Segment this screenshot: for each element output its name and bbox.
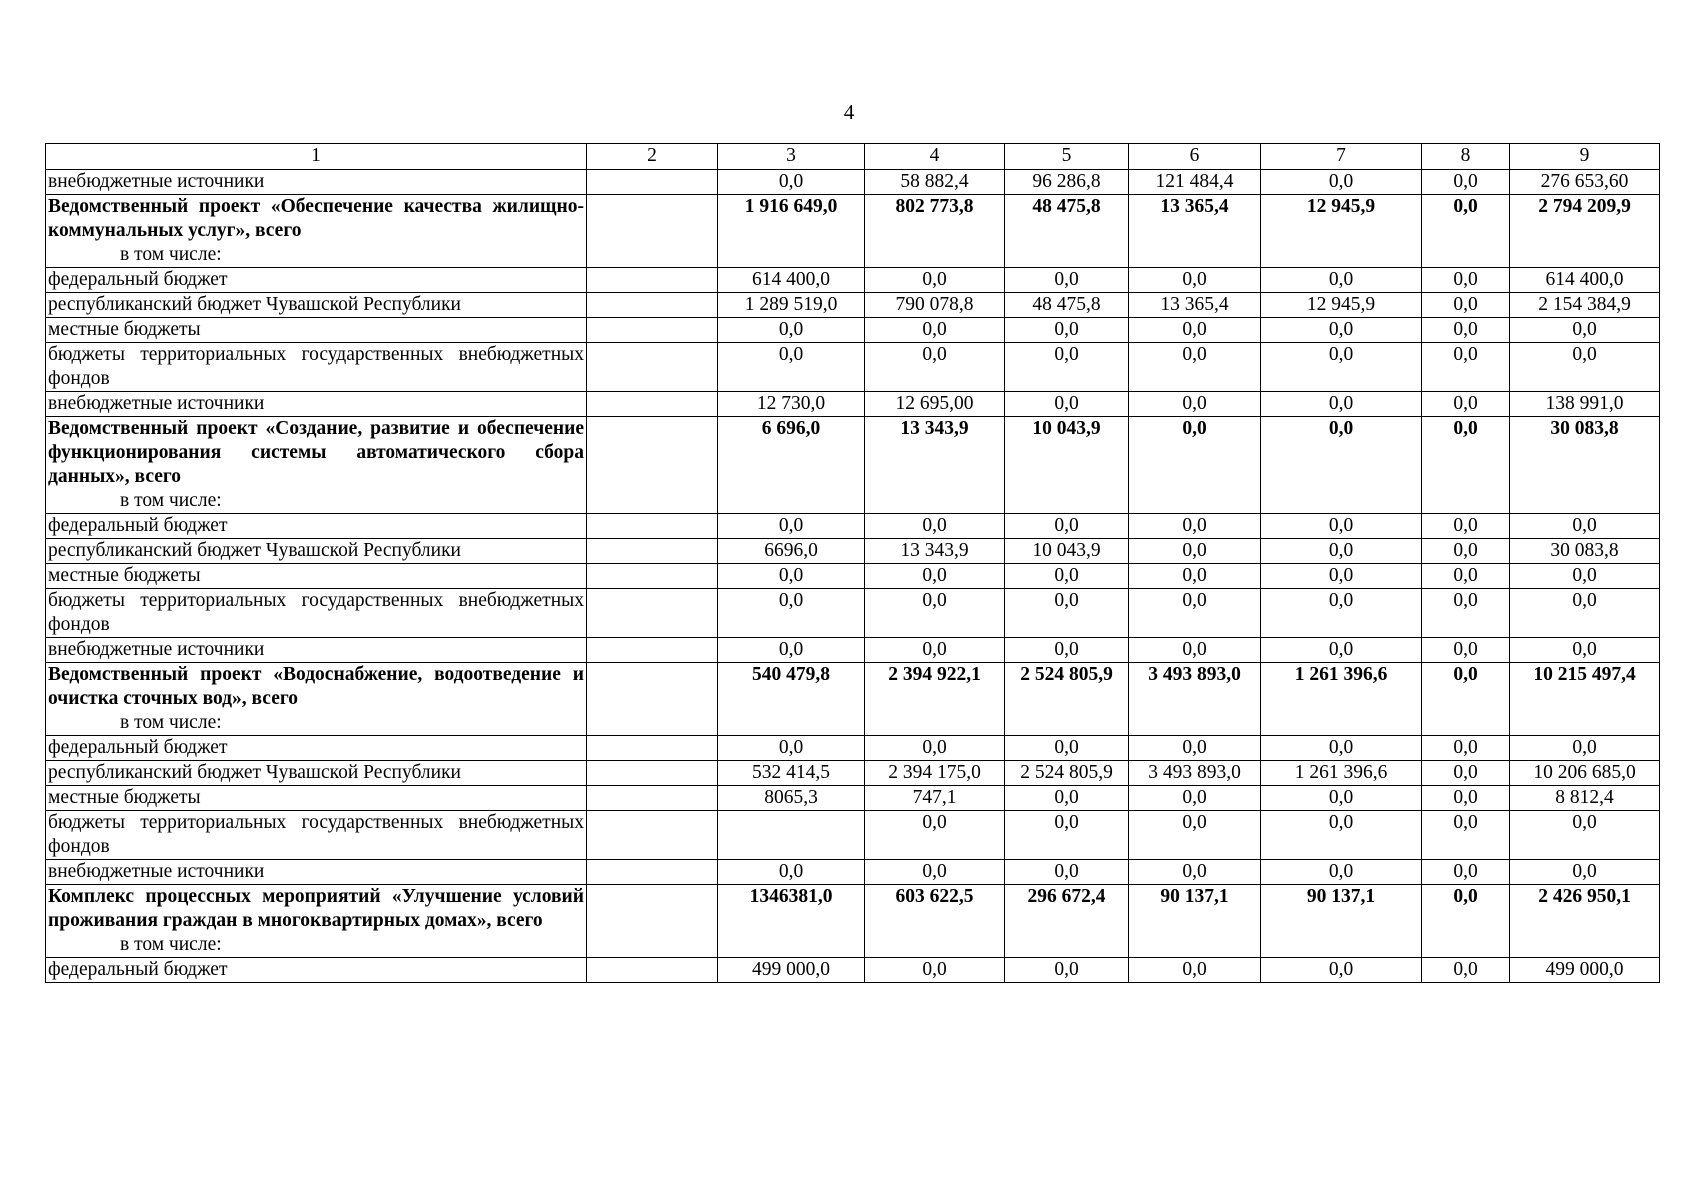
value-cell: 0,0 bbox=[1261, 318, 1422, 343]
project-total-row bbox=[46, 663, 1660, 736]
value-cell: 0,0 bbox=[1005, 860, 1129, 885]
table-row bbox=[46, 811, 1660, 860]
value-cell: 0,0 bbox=[1129, 318, 1261, 343]
column-header: 1 bbox=[46, 144, 587, 170]
project-total-row bbox=[46, 417, 1660, 514]
empty-cell bbox=[587, 170, 718, 195]
row-label-cell bbox=[46, 539, 587, 564]
empty-cell bbox=[587, 343, 718, 392]
value-cell: 0,0 bbox=[1005, 318, 1129, 343]
value-cell: 532 414,5 bbox=[718, 761, 865, 786]
value-cell: 10 043,9 bbox=[1005, 539, 1129, 564]
value-cell: 10 043,9 bbox=[1005, 417, 1129, 514]
value-cell: 1 916 649,0 bbox=[718, 195, 865, 268]
value-cell: 0,0 bbox=[1261, 811, 1422, 860]
row-label-cell bbox=[46, 268, 587, 293]
row-sublabel: в том числе: bbox=[120, 934, 222, 955]
value-cell: 0,0 bbox=[1422, 514, 1510, 539]
row-label: местные бюджеты bbox=[48, 565, 201, 586]
row-label: федеральный бюджет bbox=[48, 959, 228, 980]
value-cell: 12 945,9 bbox=[1261, 293, 1422, 318]
column-header: 3 bbox=[718, 144, 865, 170]
table-row bbox=[46, 638, 1660, 663]
table-row bbox=[46, 293, 1660, 318]
value-cell: 0,0 bbox=[1422, 638, 1510, 663]
value-cell: 0,0 bbox=[1129, 539, 1261, 564]
row-label: бюджеты территориальных государственных внебюджетных фондов bbox=[48, 590, 584, 635]
value-cell: 0,0 bbox=[1261, 958, 1422, 983]
value-cell: 0,0 bbox=[1261, 736, 1422, 761]
row-label-cell bbox=[46, 885, 587, 958]
value-cell: 0,0 bbox=[718, 860, 865, 885]
table-row bbox=[46, 589, 1660, 638]
value-cell: 0,0 bbox=[1005, 638, 1129, 663]
value-cell: 0,0 bbox=[865, 318, 1005, 343]
row-label-cell bbox=[46, 736, 587, 761]
value-cell: 0,0 bbox=[1129, 786, 1261, 811]
value-cell: 90 137,1 bbox=[1261, 885, 1422, 958]
table-row bbox=[46, 268, 1660, 293]
table-row bbox=[46, 761, 1660, 786]
value-cell: 0,0 bbox=[1005, 268, 1129, 293]
value-cell: 0,0 bbox=[865, 811, 1005, 860]
value-cell: 13 343,9 bbox=[865, 417, 1005, 514]
table-row bbox=[46, 318, 1660, 343]
empty-cell bbox=[587, 392, 718, 417]
row-label-cell bbox=[46, 663, 587, 736]
value-cell: 0,0 bbox=[1422, 195, 1510, 268]
value-cell: 8 812,4 bbox=[1510, 786, 1660, 811]
value-cell: 0,0 bbox=[1510, 811, 1660, 860]
value-cell: 0,0 bbox=[1129, 958, 1261, 983]
value-cell: 0,0 bbox=[1422, 736, 1510, 761]
value-cell: 0,0 bbox=[1129, 392, 1261, 417]
value-cell: 0,0 bbox=[1005, 392, 1129, 417]
value-cell: 0,0 bbox=[718, 736, 865, 761]
column-header: 5 bbox=[1005, 144, 1129, 170]
empty-cell bbox=[587, 860, 718, 885]
table-row bbox=[46, 786, 1660, 811]
value-cell: 0,0 bbox=[865, 343, 1005, 392]
column-header: 8 bbox=[1422, 144, 1510, 170]
value-cell: 0,0 bbox=[1422, 293, 1510, 318]
value-cell: 0,0 bbox=[1005, 514, 1129, 539]
row-label: федеральный бюджет bbox=[48, 515, 228, 536]
empty-cell bbox=[587, 268, 718, 293]
value-cell: 614 400,0 bbox=[1510, 268, 1660, 293]
value-cell: 0,0 bbox=[718, 589, 865, 638]
value-cell: 499 000,0 bbox=[1510, 958, 1660, 983]
value-cell: 3 493 893,0 bbox=[1129, 663, 1261, 736]
value-cell: 0,0 bbox=[1422, 786, 1510, 811]
value-cell: 48 475,8 bbox=[1005, 195, 1129, 268]
value-cell: 2 394 922,1 bbox=[865, 663, 1005, 736]
value-cell: 0,0 bbox=[865, 638, 1005, 663]
table-row bbox=[46, 860, 1660, 885]
value-cell: 0,0 bbox=[1422, 268, 1510, 293]
column-header: 7 bbox=[1261, 144, 1422, 170]
value-cell: 0,0 bbox=[1005, 343, 1129, 392]
value-cell: 0,0 bbox=[1510, 860, 1660, 885]
value-cell: 30 083,8 bbox=[1510, 539, 1660, 564]
empty-cell bbox=[587, 885, 718, 958]
table-row bbox=[46, 170, 1660, 195]
value-cell: 0,0 bbox=[1261, 860, 1422, 885]
empty-cell bbox=[587, 958, 718, 983]
value-cell: 0,0 bbox=[1422, 343, 1510, 392]
value-cell: 0,0 bbox=[1129, 343, 1261, 392]
row-label: местные бюджеты bbox=[48, 787, 201, 808]
row-label-cell bbox=[46, 195, 587, 268]
value-cell: 2 426 950,1 bbox=[1510, 885, 1660, 958]
value-cell: 0,0 bbox=[1510, 343, 1660, 392]
column-number-row bbox=[46, 144, 1660, 170]
row-label-cell bbox=[46, 293, 587, 318]
row-label: местные бюджеты bbox=[48, 319, 201, 340]
row-label: внебюджетные источники bbox=[48, 171, 265, 192]
row-label-cell bbox=[46, 514, 587, 539]
table-row bbox=[46, 392, 1660, 417]
empty-cell bbox=[587, 417, 718, 514]
empty-cell bbox=[587, 638, 718, 663]
value-cell: 96 286,8 bbox=[1005, 170, 1129, 195]
row-label: внебюджетные источники bbox=[48, 861, 265, 882]
project-total-row bbox=[46, 885, 1660, 958]
value-cell: 0,0 bbox=[1005, 736, 1129, 761]
table-body bbox=[46, 170, 1660, 983]
value-cell: 0,0 bbox=[1129, 589, 1261, 638]
row-label: республиканский бюджет Чувашской Республики bbox=[48, 294, 461, 315]
value-cell: 0,0 bbox=[718, 514, 865, 539]
row-label: внебюджетные источники bbox=[48, 393, 265, 414]
value-cell: 0,0 bbox=[1422, 392, 1510, 417]
value-cell: 0,0 bbox=[1422, 885, 1510, 958]
table-row bbox=[46, 539, 1660, 564]
value-cell: 12 730,0 bbox=[718, 392, 865, 417]
value-cell: 0,0 bbox=[1261, 343, 1422, 392]
value-cell: 0,0 bbox=[865, 589, 1005, 638]
row-label: республиканский бюджет Чувашской Республики bbox=[48, 762, 461, 783]
value-cell: 13 343,9 bbox=[865, 539, 1005, 564]
value-cell: 12 695,00 bbox=[865, 392, 1005, 417]
value-cell: 0,0 bbox=[1005, 958, 1129, 983]
value-cell: 0,0 bbox=[1510, 514, 1660, 539]
row-label-cell bbox=[46, 343, 587, 392]
value-cell: 2 524 805,9 bbox=[1005, 663, 1129, 736]
value-cell: 0,0 bbox=[1422, 170, 1510, 195]
table-row bbox=[46, 564, 1660, 589]
value-cell: 0,0 bbox=[1422, 564, 1510, 589]
value-cell: 0,0 bbox=[865, 564, 1005, 589]
value-cell: 790 078,8 bbox=[865, 293, 1005, 318]
value-cell: 0,0 bbox=[1422, 663, 1510, 736]
value-cell: 0,0 bbox=[1261, 268, 1422, 293]
value-cell: 2 154 384,9 bbox=[1510, 293, 1660, 318]
value-cell: 0,0 bbox=[1422, 761, 1510, 786]
value-cell: 0,0 bbox=[1129, 564, 1261, 589]
value-cell: 0,0 bbox=[1422, 958, 1510, 983]
value-cell: 58 882,4 bbox=[865, 170, 1005, 195]
value-cell: 0,0 bbox=[1261, 786, 1422, 811]
row-label: федеральный бюджет bbox=[48, 737, 228, 758]
row-label-cell bbox=[46, 638, 587, 663]
value-cell: 0,0 bbox=[865, 860, 1005, 885]
value-cell: 0,0 bbox=[1261, 539, 1422, 564]
value-cell: 10 215 497,4 bbox=[1510, 663, 1660, 736]
value-cell: 1 261 396,6 bbox=[1261, 761, 1422, 786]
value-cell: 0,0 bbox=[1261, 514, 1422, 539]
empty-cell bbox=[587, 539, 718, 564]
value-cell: 0,0 bbox=[1129, 638, 1261, 663]
value-cell: 2 524 805,9 bbox=[1005, 761, 1129, 786]
value-cell: 0,0 bbox=[718, 170, 865, 195]
row-label: федеральный бюджет bbox=[48, 269, 228, 290]
value-cell: 13 365,4 bbox=[1129, 195, 1261, 268]
empty-cell bbox=[587, 786, 718, 811]
value-cell: 1 289 519,0 bbox=[718, 293, 865, 318]
empty-cell bbox=[587, 564, 718, 589]
table-row bbox=[46, 736, 1660, 761]
row-label: Ведомственный проект «Создание, развитие и обеспечение функционирования системы автоматического сбора данных», всего bbox=[48, 418, 584, 487]
value-cell: 6696,0 bbox=[718, 539, 865, 564]
value-cell: 802 773,8 bbox=[865, 195, 1005, 268]
row-sublabel: в том числе: bbox=[120, 712, 222, 733]
row-label: Ведомственный проект «Водоснабжение, водоотведение и очистка сточных вод», всего bbox=[48, 664, 584, 709]
row-label-cell bbox=[46, 589, 587, 638]
value-cell: 30 083,8 bbox=[1510, 417, 1660, 514]
value-cell: 0,0 bbox=[1422, 539, 1510, 564]
row-sublabel: в том числе: bbox=[120, 490, 222, 511]
value-cell: 0,0 bbox=[718, 343, 865, 392]
row-label-cell bbox=[46, 958, 587, 983]
value-cell: 0,0 bbox=[1129, 417, 1261, 514]
empty-cell bbox=[587, 318, 718, 343]
value-cell: 121 484,4 bbox=[1129, 170, 1261, 195]
empty-cell bbox=[587, 195, 718, 268]
empty-cell bbox=[587, 514, 718, 539]
value-cell: 0,0 bbox=[1129, 736, 1261, 761]
value-cell: 8065,3 bbox=[718, 786, 865, 811]
column-header: 4 bbox=[865, 144, 1005, 170]
value-cell: 0,0 bbox=[1005, 589, 1129, 638]
value-cell: 0,0 bbox=[1005, 564, 1129, 589]
row-label: республиканский бюджет Чувашской Республики bbox=[48, 540, 461, 561]
value-cell: 0,0 bbox=[718, 638, 865, 663]
value-cell: 0,0 bbox=[1261, 170, 1422, 195]
table-row bbox=[46, 343, 1660, 392]
page-number: 4 bbox=[843, 100, 855, 124]
value-cell: 48 475,8 bbox=[1005, 293, 1129, 318]
value-cell: 0,0 bbox=[1510, 736, 1660, 761]
value-cell: 0,0 bbox=[1422, 417, 1510, 514]
value-cell: 6 696,0 bbox=[718, 417, 865, 514]
value-cell: 0,0 bbox=[1261, 589, 1422, 638]
value-cell: 296 672,4 bbox=[1005, 885, 1129, 958]
value-cell: 0,0 bbox=[1422, 860, 1510, 885]
value-cell: 0,0 bbox=[1129, 514, 1261, 539]
value-cell: 2 794 209,9 bbox=[1510, 195, 1660, 268]
empty-cell bbox=[587, 663, 718, 736]
value-cell: 0,0 bbox=[865, 514, 1005, 539]
value-cell: 614 400,0 bbox=[718, 268, 865, 293]
row-sublabel: в том числе: bbox=[120, 244, 222, 265]
value-cell bbox=[718, 811, 865, 860]
value-cell: 0,0 bbox=[1005, 786, 1129, 811]
row-label: бюджеты территориальных государственных внебюджетных фондов bbox=[48, 344, 584, 389]
value-cell: 0,0 bbox=[718, 318, 865, 343]
value-cell: 12 945,9 bbox=[1261, 195, 1422, 268]
value-cell: 1346381,0 bbox=[718, 885, 865, 958]
value-cell: 0,0 bbox=[865, 736, 1005, 761]
table-row bbox=[46, 514, 1660, 539]
value-cell: 10 206 685,0 bbox=[1510, 761, 1660, 786]
value-cell: 90 137,1 bbox=[1129, 885, 1261, 958]
value-cell: 0,0 bbox=[1510, 318, 1660, 343]
row-label-cell bbox=[46, 392, 587, 417]
value-cell: 0,0 bbox=[1510, 564, 1660, 589]
value-cell: 3 493 893,0 bbox=[1129, 761, 1261, 786]
row-label-cell bbox=[46, 811, 587, 860]
value-cell: 0,0 bbox=[1129, 811, 1261, 860]
row-label-cell bbox=[46, 170, 587, 195]
row-label: бюджеты территориальных государственных внебюджетных фондов bbox=[48, 812, 584, 857]
row-label-cell bbox=[46, 786, 587, 811]
value-cell: 0,0 bbox=[1129, 860, 1261, 885]
project-total-row bbox=[46, 195, 1660, 268]
row-label-cell bbox=[46, 860, 587, 885]
row-label: внебюджетные источники bbox=[48, 639, 265, 660]
value-cell: 540 479,8 bbox=[718, 663, 865, 736]
budget-table bbox=[45, 143, 1660, 983]
value-cell: 0,0 bbox=[865, 268, 1005, 293]
value-cell: 0,0 bbox=[1422, 589, 1510, 638]
row-label: Ведомственный проект «Обеспечение качества жилищно-коммунальных услуг», всего bbox=[48, 196, 584, 241]
value-cell: 2 394 175,0 bbox=[865, 761, 1005, 786]
value-cell: 0,0 bbox=[1005, 811, 1129, 860]
value-cell: 0,0 bbox=[1510, 638, 1660, 663]
empty-cell bbox=[587, 811, 718, 860]
value-cell: 0,0 bbox=[1261, 638, 1422, 663]
value-cell: 13 365,4 bbox=[1129, 293, 1261, 318]
table-row bbox=[46, 958, 1660, 983]
value-cell: 0,0 bbox=[1510, 589, 1660, 638]
value-cell: 138 991,0 bbox=[1510, 392, 1660, 417]
value-cell: 1 261 396,6 bbox=[1261, 663, 1422, 736]
value-cell: 0,0 bbox=[1129, 268, 1261, 293]
value-cell: 0,0 bbox=[1422, 318, 1510, 343]
empty-cell bbox=[587, 293, 718, 318]
value-cell: 603 622,5 bbox=[865, 885, 1005, 958]
empty-cell bbox=[587, 736, 718, 761]
row-label-cell bbox=[46, 318, 587, 343]
value-cell: 0,0 bbox=[1422, 811, 1510, 860]
value-cell: 0,0 bbox=[718, 564, 865, 589]
row-label-cell bbox=[46, 761, 587, 786]
row-label-cell bbox=[46, 564, 587, 589]
value-cell: 0,0 bbox=[865, 958, 1005, 983]
column-header: 9 bbox=[1510, 144, 1660, 170]
column-header: 6 bbox=[1129, 144, 1261, 170]
empty-cell bbox=[587, 589, 718, 638]
empty-cell bbox=[587, 761, 718, 786]
value-cell: 0,0 bbox=[1261, 417, 1422, 514]
value-cell: 0,0 bbox=[1261, 564, 1422, 589]
row-label: Комплекс процессных мероприятий «Улучшение условий проживания граждан в многоквартирных домах», всего bbox=[48, 886, 584, 931]
value-cell: 276 653,60 bbox=[1510, 170, 1660, 195]
value-cell: 0,0 bbox=[1261, 392, 1422, 417]
column-header: 2 bbox=[587, 144, 718, 170]
value-cell: 499 000,0 bbox=[718, 958, 865, 983]
value-cell: 747,1 bbox=[865, 786, 1005, 811]
row-label-cell bbox=[46, 417, 587, 514]
